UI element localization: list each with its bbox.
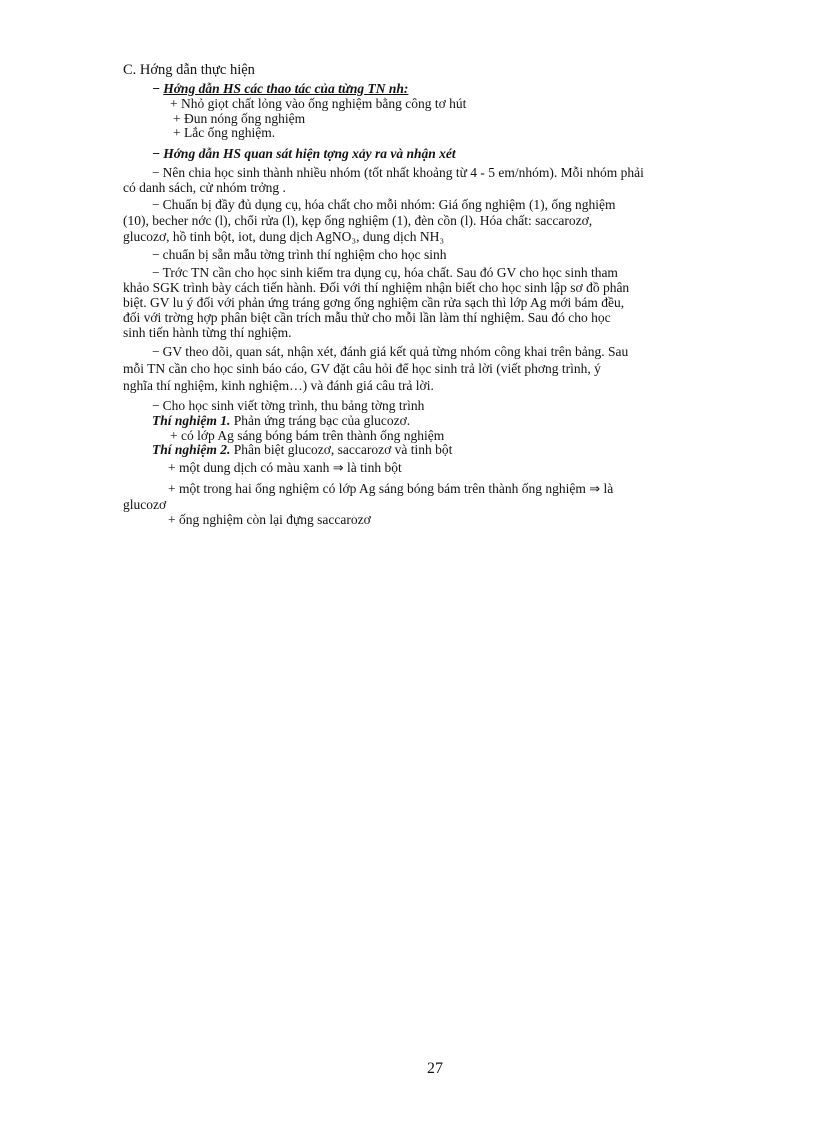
implies-arrow-icon: ⇒: [589, 482, 601, 497]
bullet-text: Chuẩn bị đầy đủ dụng cụ, hóa chất cho mỗi nhóm: Giá ống nghiệm (1), ống nghiệm: [162, 197, 616, 212]
guide-observe-heading: [152, 146, 456, 162]
experiment-1-desc: Phản ứng tráng bạc của glucozơ.: [233, 413, 411, 428]
bullet-4-line-1: [152, 265, 618, 281]
bullet-text: chuẩn bị sẵn mẫu tờng trình thí nghiệm cho học sinh: [162, 247, 447, 262]
bullet-text: Cho học sinh viết tờng trình, thu bảng tờng trình: [162, 398, 425, 413]
bullet-3: [152, 247, 446, 263]
bullet-text: Trớc TN cần cho học sinh kiểm tra dụng cụ, hóa chất. Sau đó GV cho học sinh tham: [162, 265, 618, 280]
page-number: 27: [427, 1060, 443, 1077]
dash-icon: −: [152, 81, 161, 96]
section-title: C. Hớng dẫn thực hiện: [123, 62, 255, 78]
experiment-2-result-2: [168, 481, 613, 498]
guide-observe-heading-text: Hớng dẫn HS quan sát hiện tợng xảy ra và nhận xét: [163, 146, 456, 161]
experiment-1: [152, 413, 410, 429]
experiment-2-result-1: [168, 460, 402, 477]
bullet-text: Nên chia học sinh thành nhiều nhóm (tốt nhất khoảng từ 4 - 5 em/nhóm). Mỗi nhóm phải: [162, 165, 644, 180]
dash-icon: −: [152, 146, 161, 161]
bullet-1-line-1: [152, 165, 644, 181]
dash-icon: −: [152, 247, 160, 262]
guide-ops-item: + Đun nóng ống nghiệm: [173, 111, 306, 126]
experiment-1-result: + có lớp Ag sáng bóng bám trên thành ống nghiệm: [170, 428, 445, 443]
guide-ops-heading: [152, 81, 408, 97]
bullet-4-line-3: biệt. GV lu ý đối với phản ứng tráng gơng ống nghiệm cần rửa sạch thì lớp Ag mới bám đều,: [123, 295, 625, 310]
dash-icon: −: [152, 344, 160, 359]
bullet-4-line-2: khảo SGK trình bày cách tiến hành. Đối với thí nghiệm nhận biết cho học sinh lập sơ đồ phân: [123, 280, 630, 295]
guide-ops-item: + Lắc ống nghiệm.: [173, 125, 276, 140]
bullet-text: GV theo dõi, quan sát, nhận xét, đánh giá kết quả từng nhóm công khai trên bảng. Sau: [162, 344, 629, 359]
dash-icon: −: [152, 265, 160, 280]
result-text: + một trong hai ống nghiệm có lớp Ag sáng bóng bám trên thành ống nghiệm: [168, 481, 586, 496]
bullet-1-line-2: có danh sách, cử nhóm trởng .: [123, 180, 286, 195]
result-text: là: [603, 481, 614, 496]
bullet-5-line-1: [152, 344, 628, 360]
bullet-5-line-3: nghĩa thí nghiệm, kinh nghiệm…) và đánh giá câu trả lời.: [123, 378, 434, 393]
experiment-2: [152, 442, 452, 458]
guide-ops-item: + Nhỏ giọt chất lỏng vào ống nghiệm bằng công tơ hút: [170, 96, 467, 111]
result-text: + một dung dịch có màu xanh: [168, 460, 330, 475]
bullet-4-line-4: đối với trờng hợp phân biệt cần trích mẫu thử cho mỗi lần làm thí nghiệm. Sau đó cho học: [123, 310, 611, 325]
bullet-4-line-5: sinh tiến hành từng thí nghiệm.: [123, 325, 292, 340]
guide-ops-heading-text: Hớng dẫn HS các thao tác của từng TN nh:: [163, 81, 409, 96]
experiment-2-desc: Phân biệt glucozơ, saccarozơ và tinh bột: [233, 442, 453, 457]
result-text: là tinh bột: [347, 460, 402, 475]
experiment-2-result-2-cont: glucozơ: [123, 497, 167, 512]
experiment-2-result-3: + ống nghiệm còn lại đựng saccarozơ: [168, 512, 371, 527]
dash-icon: −: [152, 197, 160, 212]
bullet-5-line-2: mỗi TN cần cho học sinh báo cáo, GV đặt câu hỏi để học sinh trả lời (viết phơng trình, ý: [123, 361, 601, 376]
dash-icon: −: [152, 165, 160, 180]
bullet-6: [152, 398, 424, 414]
bullet-2-line-2: (10), becher nớc (l), chổi rửa (l), kẹp ống nghiệm (1), đèn cồn (l). Hóa chất: saccarozơ,: [123, 213, 593, 228]
dash-icon: −: [152, 398, 160, 413]
experiment-2-label: Thí nghiệm 2.: [152, 442, 231, 457]
bullet-2-line-1: [152, 197, 616, 213]
implies-arrow-icon: ⇒: [332, 461, 344, 476]
experiment-1-label: Thí nghiệm 1.: [152, 413, 231, 428]
bullet-2-line-3: glucozơ, hồ tinh bột, iot, dung dịch AgNO₃, dung dịch NH₃: [123, 229, 445, 244]
